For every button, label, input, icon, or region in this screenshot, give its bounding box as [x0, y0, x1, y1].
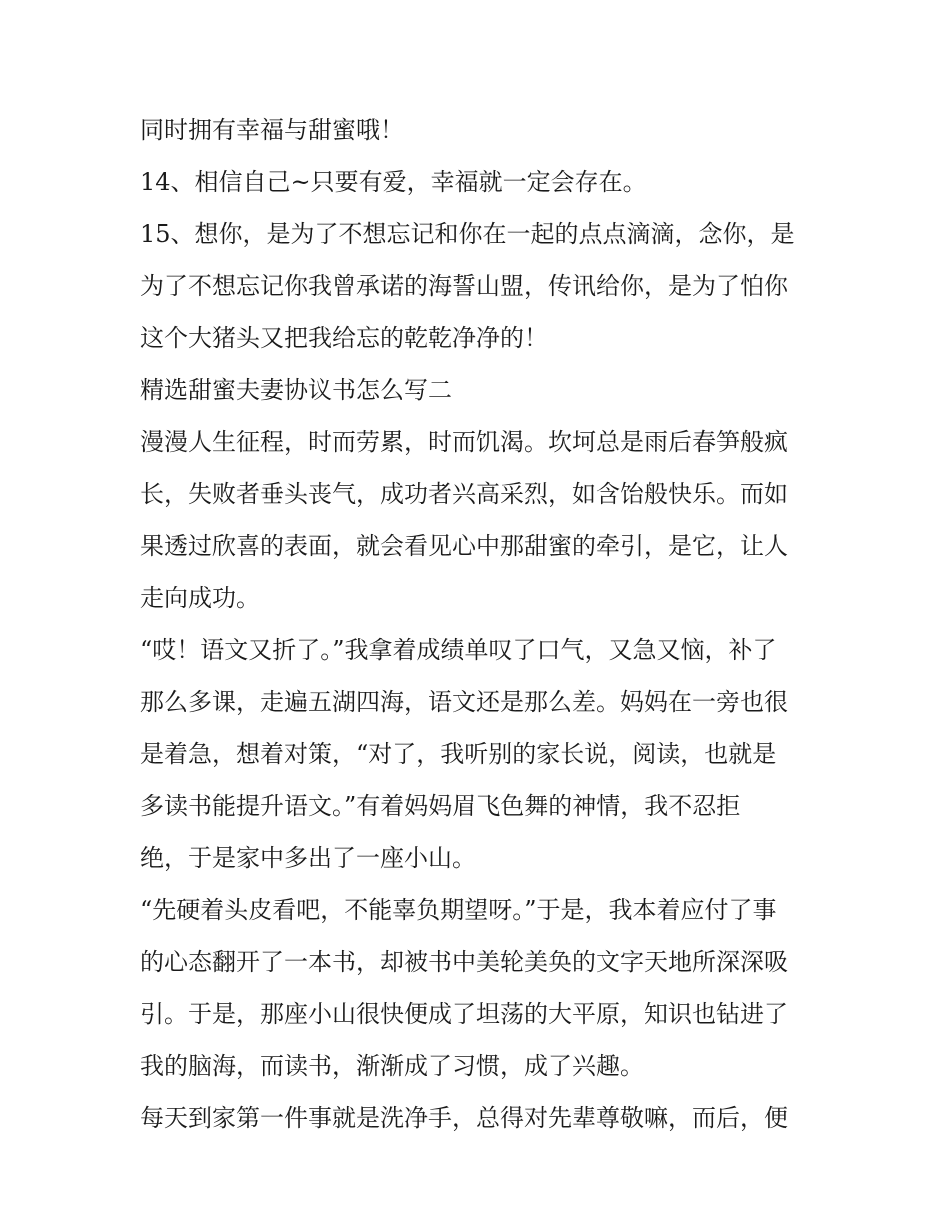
text-line: 绝，于是家中多出了一座小山。 — [140, 844, 476, 872]
text-line: 那么多课，走遍五湖四海，语文还是那么差。妈妈在一旁也很 — [140, 688, 788, 716]
text-line: 同时拥有幸福与甜蜜哦！ — [140, 116, 404, 144]
text-line: “先硬着头皮看吧，不能辜负期望呀。”于是，我本着应付了事 — [140, 896, 777, 924]
text-line: “哎！语文又折了。”我拿着成绩单叹了口气，又急又恼，补了 — [140, 636, 777, 664]
text-line: 是着急，想着对策，“对了，我听别的家长说，阅读，也就是 — [140, 740, 777, 768]
text-line: 14、相信自己~只要有爱，幸福就一定会存在。 — [140, 168, 647, 196]
text-line: 果透过欣喜的表面，就会看见心中那甜蜜的牵引，是它，让人 — [140, 532, 788, 560]
text-line: 引。于是，那座小山很快便成了坦荡的大平原，知识也钻进了 — [140, 1000, 788, 1028]
text-line: 我的脑海，而读书，渐渐成了习惯，成了兴趣。 — [140, 1052, 644, 1080]
text-line: 这个大猪头又把我给忘的乾乾净净的！ — [140, 324, 548, 352]
text-line: 走向成功。 — [140, 584, 260, 612]
text-line: 长，失败者垂头丧气，成功者兴高采烈，如含饴般快乐。而如 — [140, 480, 788, 508]
text-line: 每天到家第一件事就是洗净手，总得对先辈尊敬嘛，而后，便 — [140, 1104, 788, 1132]
text-line: 的心态翻开了一本书，却被书中美轮美奂的文字天地所深深吸 — [140, 948, 788, 976]
text-line: 漫漫人生征程，时而劳累，时而饥渴。坎坷总是雨后春笋般疯 — [140, 428, 788, 456]
text-line: 多读书能提升语文。”有着妈妈眉飞色舞的神情，我不忍拒 — [140, 792, 741, 820]
document-body — [140, 108, 820, 1148]
section-heading: 精选甜蜜夫妻协议书怎么写二 — [140, 376, 452, 404]
text-line: 为了不想忘记你我曾承诺的海誓山盟，传讯给你，是为了怕你 — [140, 272, 788, 300]
text-line: 15、想你，是为了不想忘记和你在一起的点点滴滴，念你，是 — [140, 220, 795, 248]
